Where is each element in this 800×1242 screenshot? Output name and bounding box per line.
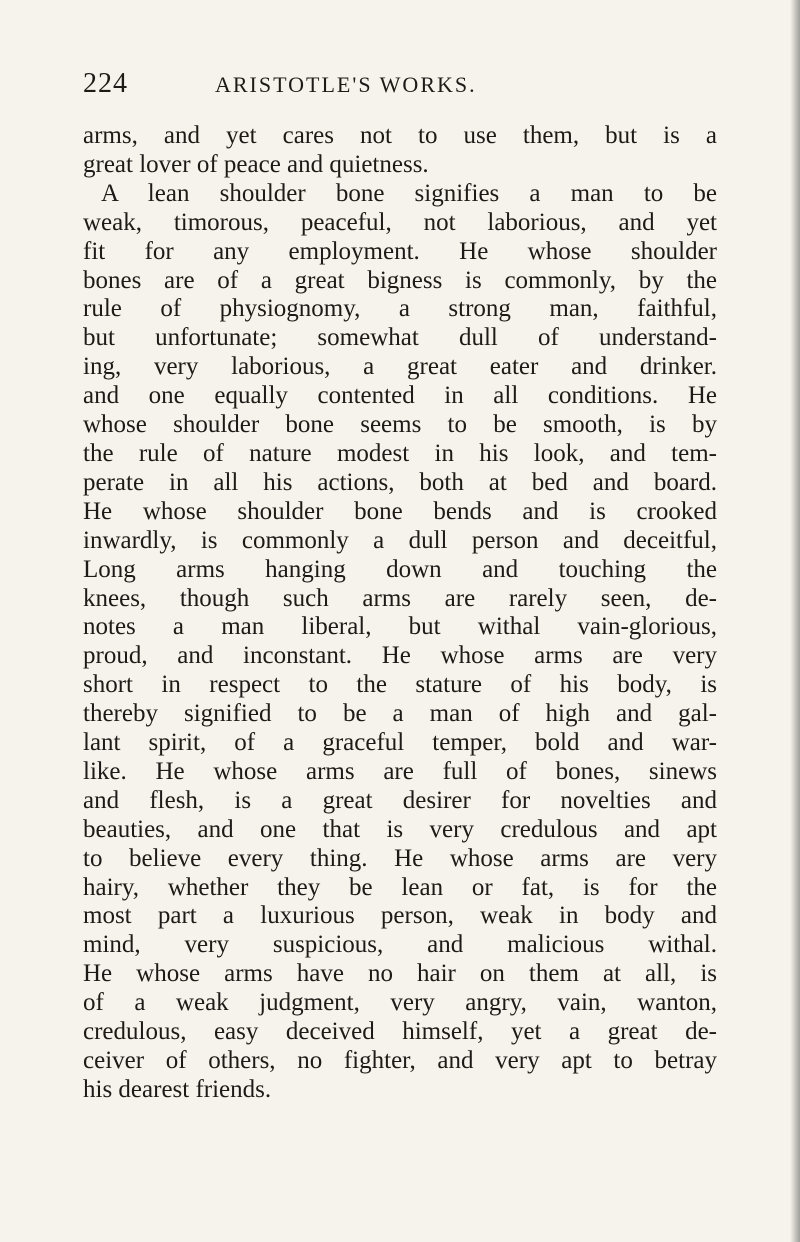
text-line: of a weak judgment, very angry, vain, wanton, bbox=[83, 989, 717, 1017]
text-line: proud, and inconstant. He whose arms are very bbox=[83, 642, 717, 670]
text-line: weak, timorous, peaceful, not laborious, and yet bbox=[83, 208, 717, 236]
text-line: the rule of nature modest in his look, and tem- bbox=[83, 439, 717, 467]
text-line: He whose shoulder bone bends and is crooked bbox=[83, 497, 717, 525]
text-line: inwardly, is commonly a dull person and deceitful, bbox=[83, 526, 717, 554]
text-line: bones are of a great bigness is commonly, by the bbox=[83, 266, 717, 294]
text-line: like. He whose arms are full of bones, sinews bbox=[83, 757, 717, 785]
text-line: and flesh, is a great desirer for novelties and bbox=[83, 786, 717, 814]
text-line: to believe every thing. He whose arms are very bbox=[83, 844, 717, 872]
text-line: whose shoulder bone seems to be smooth, is by bbox=[83, 411, 717, 439]
text-line: A lean shoulder bone signifies a man to be bbox=[101, 179, 717, 207]
text-line: credulous, easy deceived himself, yet a great de- bbox=[83, 1018, 717, 1046]
text-line: short in respect to the stature of his body, is bbox=[83, 671, 717, 699]
text-line: perate in all his actions, both at bed and board. bbox=[83, 468, 717, 496]
text-line: He whose arms have no hair on them at all, is bbox=[83, 960, 717, 988]
text-line: notes a man liberal, but withal vain-glorious, bbox=[83, 613, 717, 641]
text-line: lant spirit, of a graceful temper, bold and war- bbox=[83, 729, 717, 757]
text-line: mind, very suspicious, and malicious withal. bbox=[83, 931, 717, 959]
text-line: ing, very laborious, a great eater and drinker. bbox=[83, 353, 717, 381]
text-line: knees, though such arms are rarely seen, de- bbox=[83, 584, 717, 612]
text-line: arms, and yet cares not to use them, but is a bbox=[83, 122, 717, 149]
text-line: great lover of peace and quietness. bbox=[83, 150, 429, 178]
text-line: most part a luxurious person, weak in body and bbox=[83, 902, 717, 930]
body-text bbox=[83, 122, 717, 1105]
text-line: Long arms hanging down and touching the bbox=[83, 555, 717, 583]
text-line: but unfortunate; somewhat dull of understand- bbox=[83, 324, 717, 352]
text-line: fit for any employment. He whose shoulder bbox=[83, 237, 717, 265]
page-header bbox=[83, 68, 723, 108]
running-head: ARISTOTLE'S WORKS. bbox=[215, 72, 477, 97]
text-line: and one equally contented in all conditions. He bbox=[83, 382, 717, 410]
page-number: 224 bbox=[83, 68, 128, 99]
text-line: hairy, whether they be lean or fat, is for the bbox=[83, 873, 717, 901]
page-edge-shadow bbox=[790, 0, 800, 1242]
text-line: ceiver of others, no fighter, and very apt to betray bbox=[83, 1047, 717, 1074]
text-line: thereby signified to be a man of high and gal- bbox=[83, 700, 717, 728]
text-line: rule of physiognomy, a strong man, faithful, bbox=[83, 295, 717, 323]
text-line: beauties, and one that is very credulous and apt bbox=[83, 815, 717, 843]
text-line: his dearest friends. bbox=[83, 1075, 272, 1103]
